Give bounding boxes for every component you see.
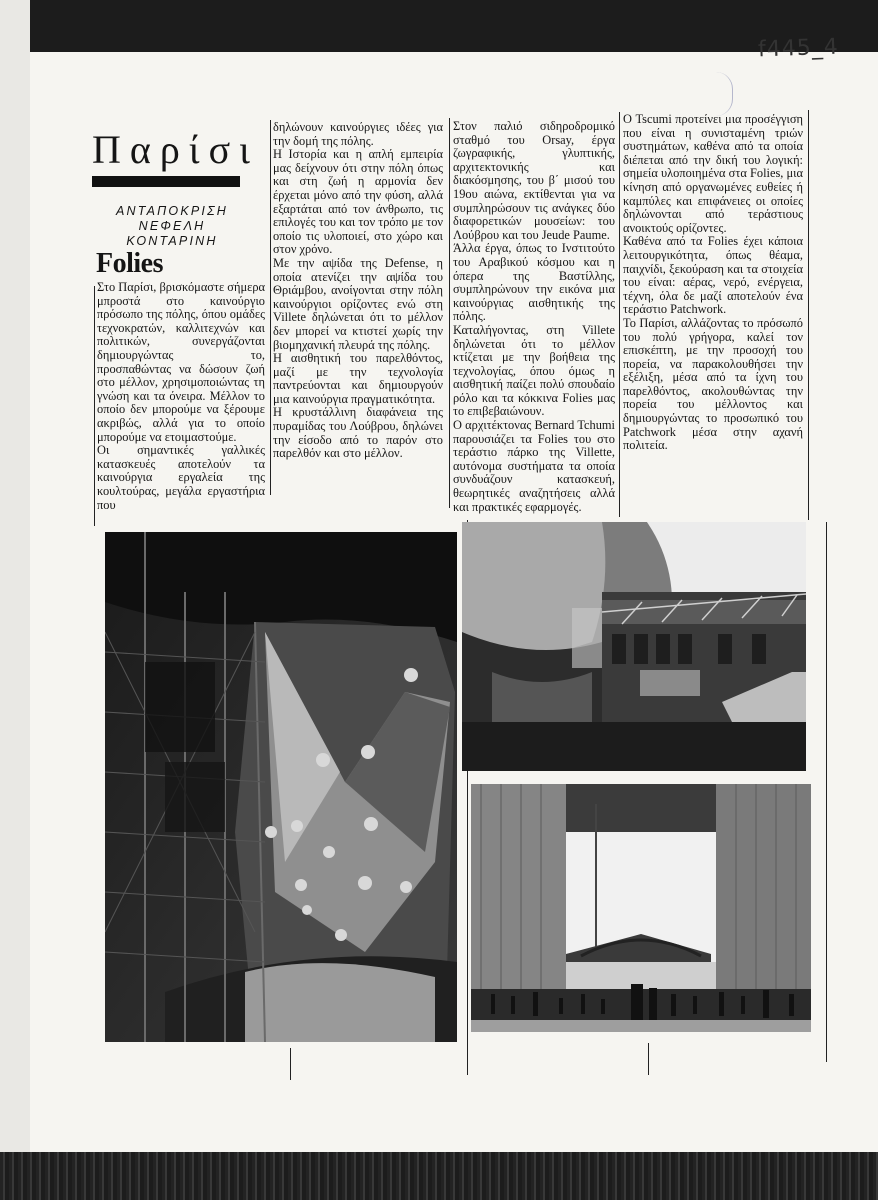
scan-left-margin	[0, 0, 30, 1200]
scan-top-border	[0, 0, 878, 52]
photo-canopy	[105, 532, 457, 1042]
column-rule-right	[826, 522, 827, 1062]
column-rule-1	[94, 286, 95, 526]
text-column-2	[273, 121, 443, 461]
paragraph: Ο αρχιτέκτονας Bernard Tchumi παρουσιάζει τα Folies του στο τεράστιο πάρκο της Villette, αυτόνομα συστήματα τα οποία συνδυάζουν κατασκευή, θεωρητικές αναζητήσεις αλλά και πρακτικές εφαρμογές.	[453, 418, 615, 514]
text-column-3	[453, 120, 615, 514]
scan-bottom-border	[0, 1152, 878, 1200]
paragraph: Το Παρίσι, αλλάζοντας το πρόσωπό του πολύ γρήγορα, καλεί τον επισκέπτη, με την προσοχή του πορεία, να παρακολουθήσει την εξέλιξη, μέσα από τα ίχνη του παρελθόντος, ακολουθώντας την πορεία του μέλλοντος και δημιουργώντας το προσωπικό του Patchwork μέσα στην αχανή πολιτεία.	[623, 315, 803, 453]
column-rule-bottom-1	[290, 1048, 291, 1080]
photo-sphere	[462, 522, 806, 771]
paragraph: Η Ιστορία και η απλή εμπειρία μας δείχνουν ότι στην πόλη όπως και στη ζωή η αρμονία δεν έρχεται μόνο από την φύση, αλλά εξαρτάται από τον άνθρωπο, τις επιλογές του και τον τρόπο με τον οποίο τις υλοποιεί, στο χώρο και στον χρόνο.	[273, 147, 443, 257]
column-rule-3	[449, 118, 450, 508]
column-rule-bottom-3	[648, 1043, 649, 1075]
paragraph: Στο Παρίσι, βρισκόμαστε σήμερα μπροστά στο καινούργιο πρόσωπο της πόλης, όπου ομάδες τεχνοκρατών, καλλιτεχνών και πολιτικών, συνεργάζονται δημιουργώντας το, προσπαθώντας να δώσουν ζωή στο μέλλον, χρησιμοποιώντας τη γνώση και τα όνειρα. Μέλλον το οποίο δεν μπορούμε να ξέρουμε ακριβώς, αλλά για το οποίο μπορούμε να ετοιμαστούμε.	[97, 280, 265, 444]
paragraph: Η αισθητική του παρελθόντος, μαζί με την τεχνολογία παντρεύονται και δημιουργούν μια καινούργια πραγματικότητα.	[273, 351, 443, 406]
text-column-1	[97, 281, 265, 512]
paragraph: Άλλα έργα, όπως το Ινστιτούτο του Αραβικού κόσμου και η όπερα της Βαστίλλης, συμπληρώνουν την εικόνα μια καινούργιας αισθητικής της πόλης.	[453, 241, 615, 324]
paragraph: Καθένα από τα Folies έχει κάποια λειτουργικότητα, όπως θέαμα, παιχνίδι, ξεκούραση και τα στοιχεία του είναι: αέρας, νερό, ενέργεια, τέχνη, όλα δε μαζί αποτελούν ένα τεράστιο Patchwork.	[623, 234, 803, 317]
paragraph: Στον παλιό σιδηροδρομικό σταθμό του Orsay, έργα ζωγραφικής, γλυπτικής, αρχιτεκτονικής και διακόσμησης, του β΄ μισού του 19ου αιώνα, εκτίθενται για να συμπληρώσουν τις ανάγκες δύο διαφορετικών μουσείων: του Λούβρου και του Jeude Paume.	[453, 119, 615, 242]
column-rule-4	[619, 112, 620, 517]
column-rule-5	[808, 110, 809, 520]
byline	[92, 204, 252, 249]
byline-author: ΝΕΦΕΛΗ ΚΟΝΤΑΡΙΝΗ	[126, 219, 218, 248]
article-subtitle: Folies	[96, 248, 163, 279]
text-column-4	[623, 113, 803, 453]
paragraph: Καταλήγοντας, στη Villete δηλώνεται ότι το μέλλον κτίζεται με την βοήθεια της τεχνολογίας, όπου όμως η αισθητική παίζει πολύ σπουδαίο ρόλο και τα κόκκινα Folies μας το επιβεβαιώνουν.	[453, 322, 615, 419]
paragraph: Οι σημαντικές γαλλικές κατασκευές αποτελούν τα καινούργια εργαλεία της κουλτούρας, μεγάλα εργαστήρια που	[97, 443, 265, 512]
page-title: Παρίσι	[92, 127, 259, 172]
pen-mark	[716, 72, 733, 116]
photo-grande-arche	[471, 784, 811, 1032]
byline-role: ΑΝΤΑΠΟΚΡΙΣΗ	[115, 204, 229, 218]
paragraph: Με την αψίδα της Defense, η οποία ατενίζει την αψίδα του Θριάμβου, ανοίγονται στην πόλη καινούργιοι ορίζοντες ενώ στη Villete δηλώνεται ότι το μέλλον δεν μπορεί να κτιστεί χωρίς την βιομηχανική πλευρά της πόλης.	[273, 255, 443, 352]
paragraph: Η κρυστάλλινη διαφάνεια της πυραμίδας του Λούβρου, δηλώνει την είσοδο από το παρόν στο παρελθόν και στο μέλλον.	[273, 405, 443, 461]
title-rule	[92, 176, 240, 187]
handwritten-archive-number: f445_4	[757, 34, 840, 63]
column-rule-2	[270, 120, 271, 495]
paragraph: Ο Tscumi προτείνει μια προσέγγιση που είναι η συνισταμένη τριών συστημάτων, καθένα από τα οποία διέπεται από την δική του λογική: σημεία υλοποιημένα στα Folies, μια κίνηση από οργανωμένες ευθείες ή καμπύλες και επιφάνειες οι οποίες δηλώνονται από τεράστιους ανοικτούς ορίζοντες.	[623, 112, 803, 235]
paragraph: δηλώνουν καινούργιες ιδέες για την δομή της πόλης.	[273, 120, 443, 148]
